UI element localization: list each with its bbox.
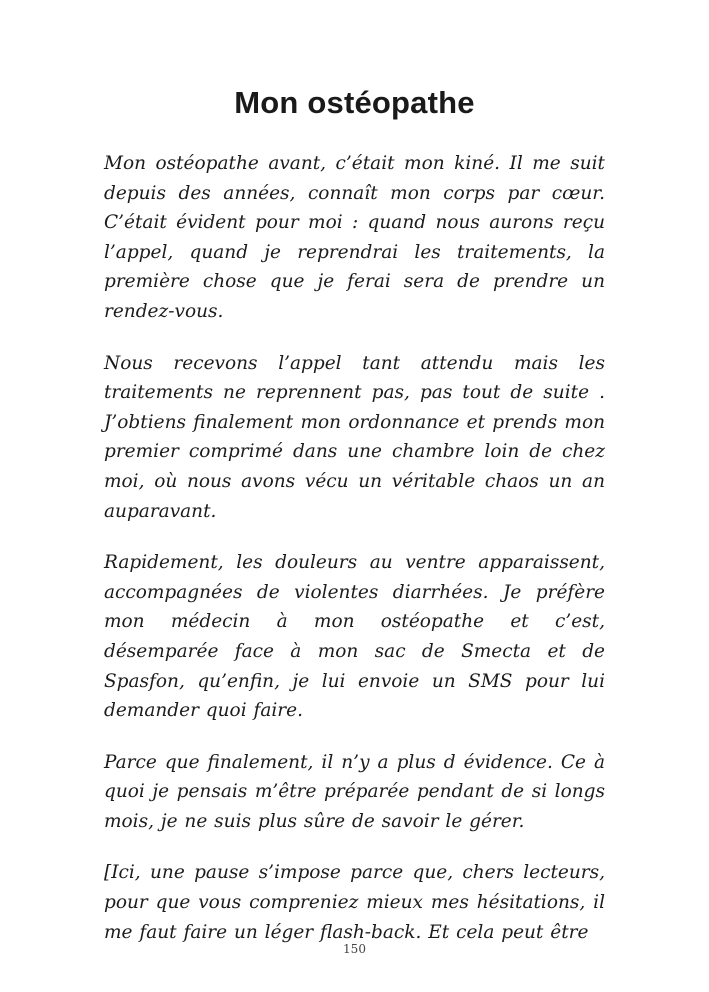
paragraph: Parce que finalement, il n’y a plus d évidence. Ce à quoi je pensais m’être préparée pendant de si longs mois, je ne suis plus sûre de savoir le gérer. [104,751,605,832]
page-content [104,0,605,947]
paragraph: Rapidement, les douleurs au ventre apparaissent, accompagnées de violentes diarrhées. Je préfère mon médecin à mon ostéopathe et c’est, désemparée face à mon sac de Smecta et de Spasfon, qu’enfin, je lui envoie un SMS pour lui demander quoi faire. [104,552,605,722]
paragraph: [Ici, une pause s’impose parce que, chers lecteurs, pour que vous compreniez mieux mes hésitations, il me faut faire un léger flash-back. Et cela peut être [104,862,605,943]
body-text [104,149,605,947]
page-number: 150 [343,942,366,956]
page-title: Mon ostéopathe [234,85,475,120]
paragraph: Nous recevons l’appel tant attendu mais les traitements ne reprennent pas, pas tout de suite . J’obtiens finalement mon ordonnance et prends mon premier comprimé dans une chambre loin de chez moi, où nous avons vécu un véritable chaos un an auparavant. [104,352,605,522]
paragraph: Mon ostéopathe avant, c’était mon kiné. Il me suit depuis des années, connaît mon corps par cœur. C’était évident pour moi : quand nous aurons reçu l’appel, quand je reprendrai les traitements, la première chose que je ferai sera de prendre un rendez-vous. [104,153,605,322]
